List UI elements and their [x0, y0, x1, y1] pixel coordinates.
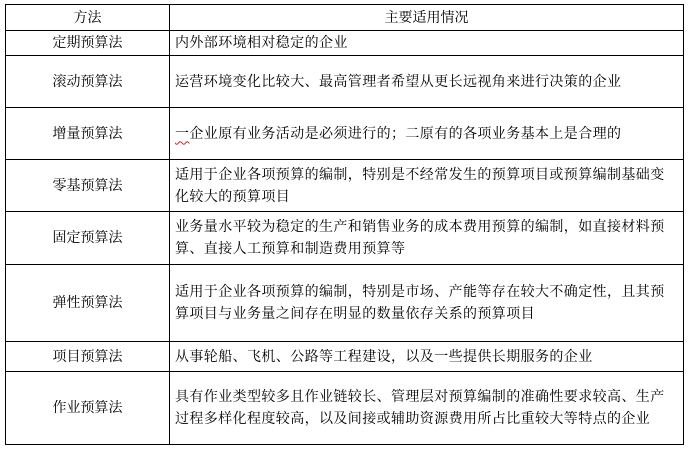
budget-methods-table	[5, 4, 684, 445]
scope-cell: 运营环境变化比较大、最高管理者希望从更长远视角来进行决策的企业	[170, 56, 684, 108]
table-row	[6, 372, 684, 445]
method-cell: 零基预算法	[6, 160, 170, 212]
method-cell: 滚动预算法	[6, 56, 170, 108]
scope-cell	[170, 108, 684, 160]
method-cell: 增量预算法	[6, 108, 170, 160]
table-header-row	[6, 5, 684, 31]
method-cell: 定期预算法	[6, 31, 170, 56]
table-row	[6, 265, 684, 342]
method-cell: 项目预算法	[6, 342, 170, 372]
scope-cell: 适用于企业各项预算的编制，特别是不经常发生的预算项目或预算编制基础变化较大的预算项目	[170, 160, 684, 212]
scope-cell: 从事轮船、飞机、公路等工程建设，以及一些提供长期服务的企业	[170, 342, 684, 372]
method-cell: 固定预算法	[6, 212, 170, 265]
spellcheck-marked-text: 一	[175, 125, 190, 142]
scope-cell: 具有作业类型较多且作业链较长、管理层对预算编制的准确性要求较高、生产过程多样化程度较高，以及间接或辅助资源费用所占比重较大等特点的企业	[170, 372, 684, 445]
scope-cell: 业务量水平较为稳定的生产和销售业务的成本费用预算的编制，如直接材料预算、直接人工预算和制造费用预算等	[170, 212, 684, 265]
scope-cell: 适用于企业各项预算的编制，特别是市场、产能等存在较大不确定性，且其预算项目与业务量之间存在明显的数量依存关系的预算项目	[170, 265, 684, 342]
header-scope: 主要适用情况	[170, 5, 684, 31]
scope-text: 企业原有业务活动是必须进行的；二原有的各项业务基本上是合理的	[189, 125, 622, 142]
table-row	[6, 56, 684, 108]
table-row	[6, 108, 684, 160]
method-cell: 作业预算法	[6, 372, 170, 445]
scope-cell: 内外部环境相对稳定的企业	[170, 31, 684, 56]
table-row	[6, 212, 684, 265]
header-method: 方法	[6, 5, 170, 31]
table-row	[6, 342, 684, 372]
method-cell: 弹性预算法	[6, 265, 170, 342]
table-row	[6, 160, 684, 212]
table-row	[6, 31, 684, 56]
